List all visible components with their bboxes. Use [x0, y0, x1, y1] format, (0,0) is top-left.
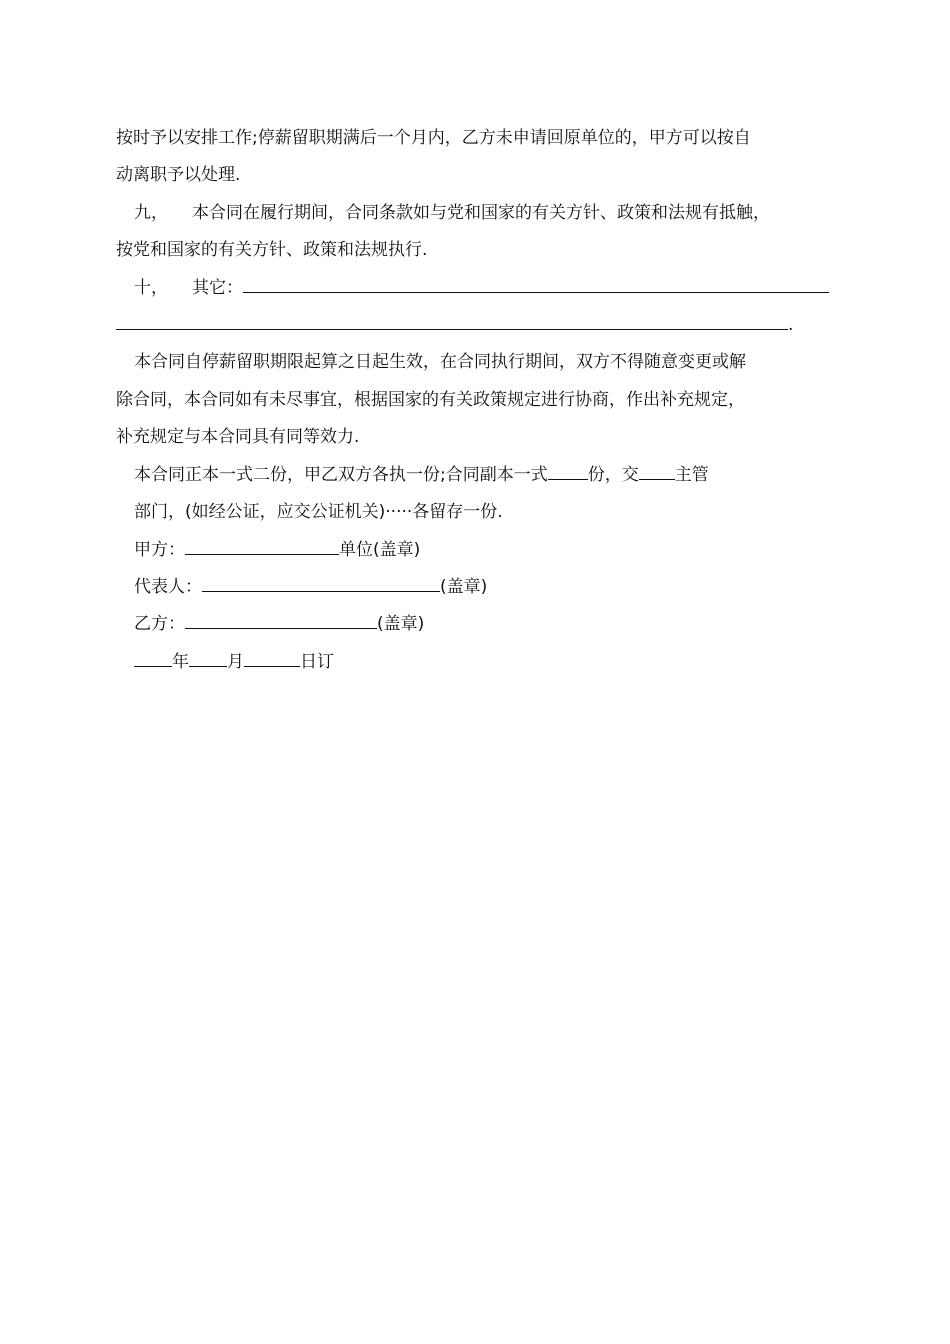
label: 乙方：	[134, 614, 185, 634]
text: 补充规定与本合同具有同等效力.	[116, 427, 360, 447]
clause-ten-line	[134, 276, 829, 300]
date-line	[134, 650, 334, 674]
text: (盖章)	[377, 614, 425, 634]
text: 除合同，本合同如有未尽事宜，根据国家的有关政策规定进行协商，作出补充规定，	[116, 390, 745, 410]
blank-field	[185, 539, 339, 555]
blank-field	[202, 576, 440, 592]
blank-field	[116, 314, 788, 330]
clause-number: 十，	[134, 278, 168, 298]
party-a-signature-line	[134, 538, 420, 562]
paragraph-line	[116, 126, 751, 150]
text: .	[788, 315, 794, 335]
text: 按党和国家的有关方针、政策和法规执行.	[116, 240, 428, 260]
clause-nine-line	[134, 201, 770, 225]
blank-field	[134, 651, 172, 667]
text: 日订	[300, 652, 334, 672]
text: 单位(盖章)	[339, 540, 421, 560]
paragraph-line	[134, 500, 503, 524]
blank-field	[243, 277, 829, 293]
blank-field	[189, 651, 227, 667]
text: 本合同正本一式二份，甲乙双方各执一份;合同副本一式	[134, 465, 548, 485]
blank-field	[185, 613, 377, 629]
blank-field	[639, 464, 675, 480]
clause-number: 九，	[134, 203, 168, 223]
text: 部门，(如经公证，应交公证机关)·····各留存一份.	[134, 502, 503, 522]
text: 按时予以安排工作;停薪留职期满后一个月内，乙方未申请回原单位的，甲方可以按自	[116, 128, 751, 148]
clause-label: 其它：	[192, 278, 243, 298]
blank-field	[244, 651, 300, 667]
paragraph-line	[116, 163, 240, 187]
text: 动离职予以处理.	[116, 165, 241, 185]
paragraph-line	[116, 425, 359, 449]
paragraph-line	[134, 350, 746, 374]
label: 甲方：	[134, 540, 185, 560]
label: 代表人：	[134, 577, 202, 597]
paragraph-line	[116, 238, 427, 262]
text: 主管	[674, 465, 709, 485]
text: (盖章)	[440, 577, 488, 597]
text: 年	[172, 652, 189, 672]
text: 份，交	[587, 465, 639, 485]
party-b-signature-line	[134, 612, 424, 636]
text: 本合同自停薪留职期限起算之日起生效，在合同执行期间，双方不得随意变更或解	[134, 352, 746, 372]
paragraph-line	[116, 313, 793, 337]
paragraph-line	[116, 388, 745, 412]
text: 月	[227, 652, 244, 672]
representative-signature-line	[134, 575, 487, 599]
copies-line	[134, 463, 709, 487]
clause-text: 本合同在履行期间，合同条款如与党和国家的有关方针、政策和法规有抵触，	[192, 203, 770, 223]
blank-field	[548, 464, 588, 480]
